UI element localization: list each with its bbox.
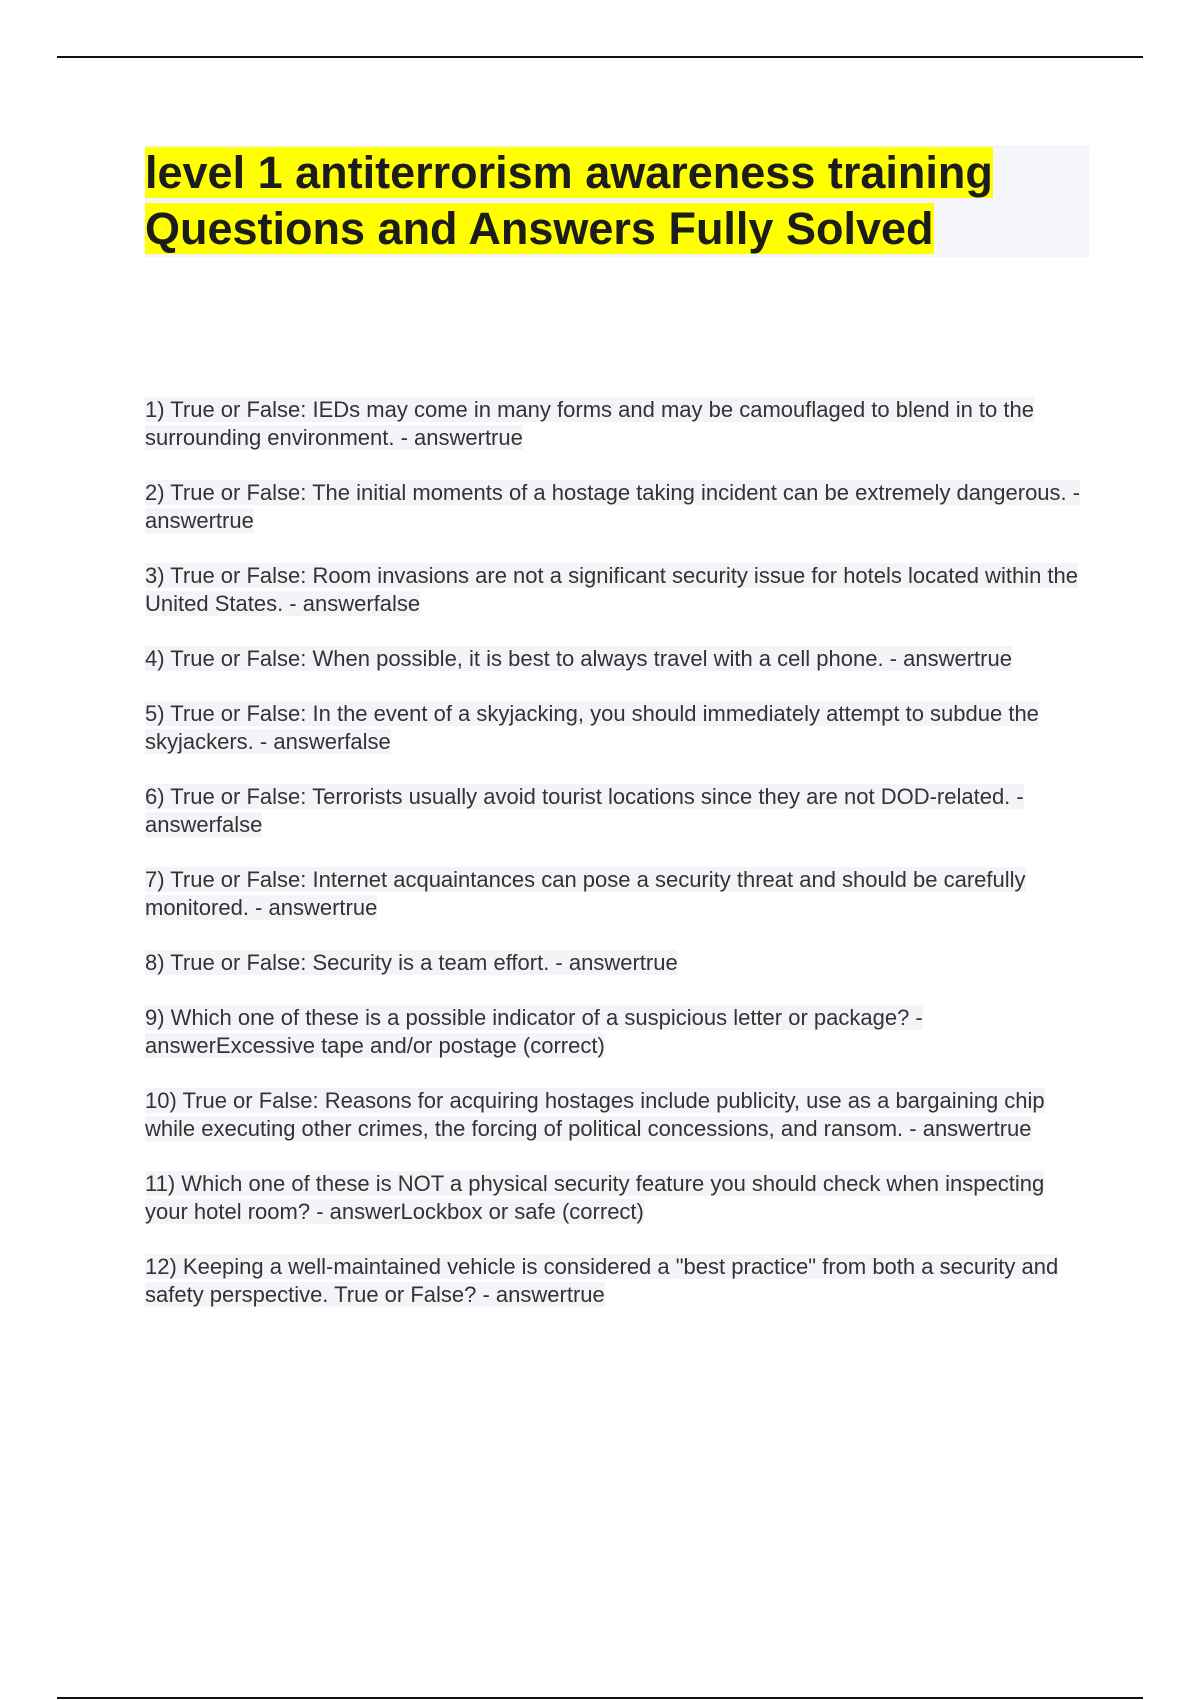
qa-item-text: 6) True or False: Terrorists usually avoid tourist locations since they are not DOD-related. - answerfalse <box>145 784 1024 837</box>
document-title <box>145 145 1089 257</box>
qa-item-text: 12) Keeping a well-maintained vehicle is considered a "best practice" from both a security and safety perspective. True or False? - answertrue <box>145 1254 1059 1307</box>
qa-item-text: 1) True or False: IEDs may come in many forms and may be camouflaged to blend in to the surrounding environment. - answertrue <box>145 397 1034 450</box>
qa-item-12 <box>145 1253 1090 1309</box>
qa-item-8 <box>145 949 1090 977</box>
qa-list <box>145 396 1090 1336</box>
qa-item-5 <box>145 700 1090 756</box>
qa-item-text: 9) Which one of these is a possible indicator of a suspicious letter or package? - answerExcessive tape and/or postage (correct) <box>145 1005 923 1058</box>
qa-item-text: 4) True or False: When possible, it is best to always travel with a cell phone. - answertrue <box>145 646 1012 671</box>
title-block <box>145 145 1089 257</box>
qa-item-11 <box>145 1170 1090 1226</box>
title-line-1: level 1 antiterrorism awareness training <box>145 147 993 198</box>
top-rule <box>57 56 1143 58</box>
qa-item-4 <box>145 645 1090 673</box>
qa-item-1 <box>145 396 1090 452</box>
qa-item-text: 11) Which one of these is NOT a physical security feature you should check when inspecting your hotel room? - answerLockbox or safe (correct) <box>145 1171 1045 1224</box>
qa-item-2 <box>145 479 1090 535</box>
qa-item-7 <box>145 866 1090 922</box>
qa-item-3 <box>145 562 1090 618</box>
qa-item-text: 5) True or False: In the event of a skyjacking, you should immediately attempt to subdue the skyjackers. - answerfalse <box>145 701 1039 754</box>
qa-item-9 <box>145 1004 1090 1060</box>
qa-item-6 <box>145 783 1090 839</box>
qa-item-text: 3) True or False: Room invasions are not a significant security issue for hotels located within the United States. - answerfalse <box>145 563 1079 616</box>
qa-item-text: 10) True or False: Reasons for acquiring hostages include publicity, use as a bargaining chip while executing other crimes, the forcing of political concessions, and ransom. - answertrue <box>145 1088 1045 1141</box>
qa-item-text: 8) True or False: Security is a team effort. - answertrue <box>145 950 678 975</box>
qa-item-10 <box>145 1087 1090 1143</box>
bottom-rule <box>57 1697 1143 1699</box>
qa-item-text: 2) True or False: The initial moments of a hostage taking incident can be extremely dangerous. - answertrue <box>145 480 1081 533</box>
qa-item-text: 7) True or False: Internet acquaintances can pose a security threat and should be carefully monitored. - answertrue <box>145 867 1026 920</box>
title-line-2: Questions and Answers Fully Solved <box>145 203 934 254</box>
